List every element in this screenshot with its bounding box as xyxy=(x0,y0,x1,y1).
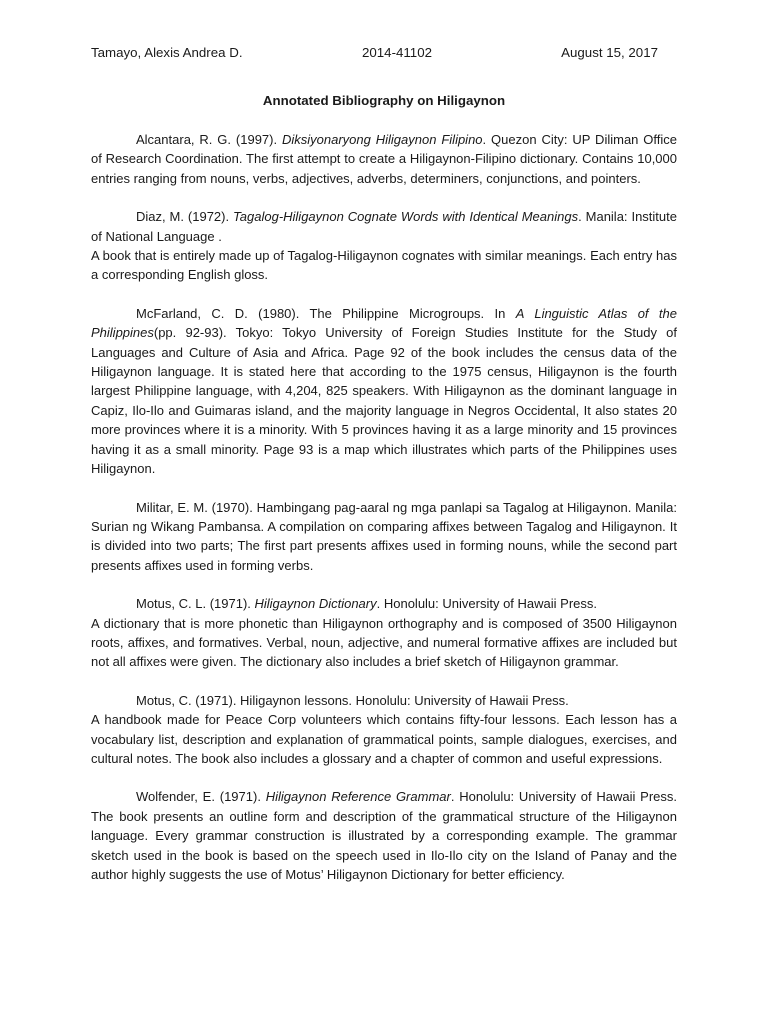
citation-text: McFarland, C. D. (1980). The Philippine Microgroups. In xyxy=(136,305,516,321)
citation-title: Hiligaynon Reference Grammar xyxy=(265,789,451,805)
citation-title: Tagalog-Hiligaynon Cognate Words with Identical Meanings xyxy=(233,209,579,225)
document-date: August 15, 2017 xyxy=(561,45,658,60)
citation-text: . Honolulu: University of Hawaii Press. xyxy=(376,596,597,612)
annotation-text: A handbook made for Peace Corp volunteers which contains fifty-four lessons. Each lesson has a vocabulary list, description and explanation of grammatical points, sample dialogues, exercises, and cultural notes. The book also includes a glossary and a chapter of common and useful expressions. xyxy=(91,712,677,766)
citation-text: Militar, E. M. (1970). Hambingang pag-aaral ng mga panlapi sa Tagalog at Hiligaynon. Manila: Surian ng Wikang Pambansa. A compilation on comparing affixes between Tagalog and Hiligaynon. It is divided into two parts; The first part presents affixes used in forming nouns, while the second part presents affixes used in forming verbs. xyxy=(91,499,677,573)
bibliography-entry-diaz xyxy=(91,207,677,285)
bibliography-entry-militar xyxy=(91,498,677,576)
citation-text: (pp. 92-93). Tokyo: Tokyo University of Foreign Studies Institute for the Study of Languages and Culture of Asia and Africa. Page 92 of the book includes the census data of the Hiligaynon language. It is stated here that according to the 1975 census, Hiligaynon is the fourth largest Philippine language, with 4,204, 825 speakers. With Hiligaynon as the dominant language in Capiz, Ilo-Ilo and Guimaras island, and the majority language in Negros Occidental, It also states 20 more provinces where it is a minority. With 5 provinces having it as a large minority and 15 provinces having it as a small minority. Page 93 is a map which illustrates which parts of the Philippines uses Hiligaynon. xyxy=(91,325,677,477)
bibliography-entry-motus-dictionary xyxy=(91,594,677,672)
author-name: Tamayo, Alexis Andrea D. xyxy=(91,45,243,60)
bibliography-list xyxy=(91,130,677,903)
bibliography-entry-motus-lessons xyxy=(91,691,677,769)
citation-text: . Manila: Institute of National Language . xyxy=(91,209,677,244)
citation-text: Motus, C. (1971). Hiligaynon lessons. Honolulu: University of Hawaii Press. xyxy=(136,692,569,708)
annotation-text: A book that is entirely made up of Tagalog-Hiligaynon cognates with similar meanings. Each entry has a corresponding English gloss. xyxy=(91,248,677,283)
citation-text: Alcantara, R. G. (1997). xyxy=(136,132,282,147)
citation-title: Hiligaynon Dictionary xyxy=(254,596,377,612)
page-title: Annotated Bibliography on Hiligaynon xyxy=(262,93,506,108)
citation-title: Diksiyonaryong Hiligaynon Filipino xyxy=(282,132,483,147)
citation-text: . Quezon City: UP Diliman Office of Research Coordination. The first attempt to create a Hiligaynon-Filipino dictionary. Contains 10,000 entries ranging from nouns, verbs, adjectives, adverbs, determiners, conjunctions, and pointers. xyxy=(91,132,678,186)
student-id: 2014-41102 xyxy=(362,45,432,60)
bibliography-entry-mcfarland xyxy=(91,304,677,479)
bibliography-entry-wolfender xyxy=(91,787,677,884)
citation-text: . Honolulu: University of Hawaii Press. The book presents an outline form and description of the grammatical structure of the Hiligaynon language. Every grammar construction is illustrated by a corresponding example. The grammar sketch used in the book is based on the speech used in Ilo-Ilo city on the Island of Panay and the author highly suggests the use of Motus’ Hiligaynon Dictionary for better efficiency. xyxy=(91,789,678,882)
citation-text: Wolfender, E. (1971). xyxy=(136,789,266,805)
citation-text: Diaz, M. (1972). xyxy=(136,209,234,225)
citation-text: Motus, C. L. (1971). xyxy=(136,596,255,612)
bibliography-entry-alcantara xyxy=(91,130,677,188)
annotation-text: A dictionary that is more phonetic than Hiligaynon orthography and is composed of 3500 Hiligaynon roots, affixes, and formatives. Verbal, noun, adjective, and numeral formative affixes are included but not all affixes were given. The dictionary also includes a brief sketch of Hiligaynon grammar. xyxy=(91,615,677,670)
page-header xyxy=(91,45,658,65)
citation-title: A Linguistic Atlas of the Philippines xyxy=(91,305,677,341)
